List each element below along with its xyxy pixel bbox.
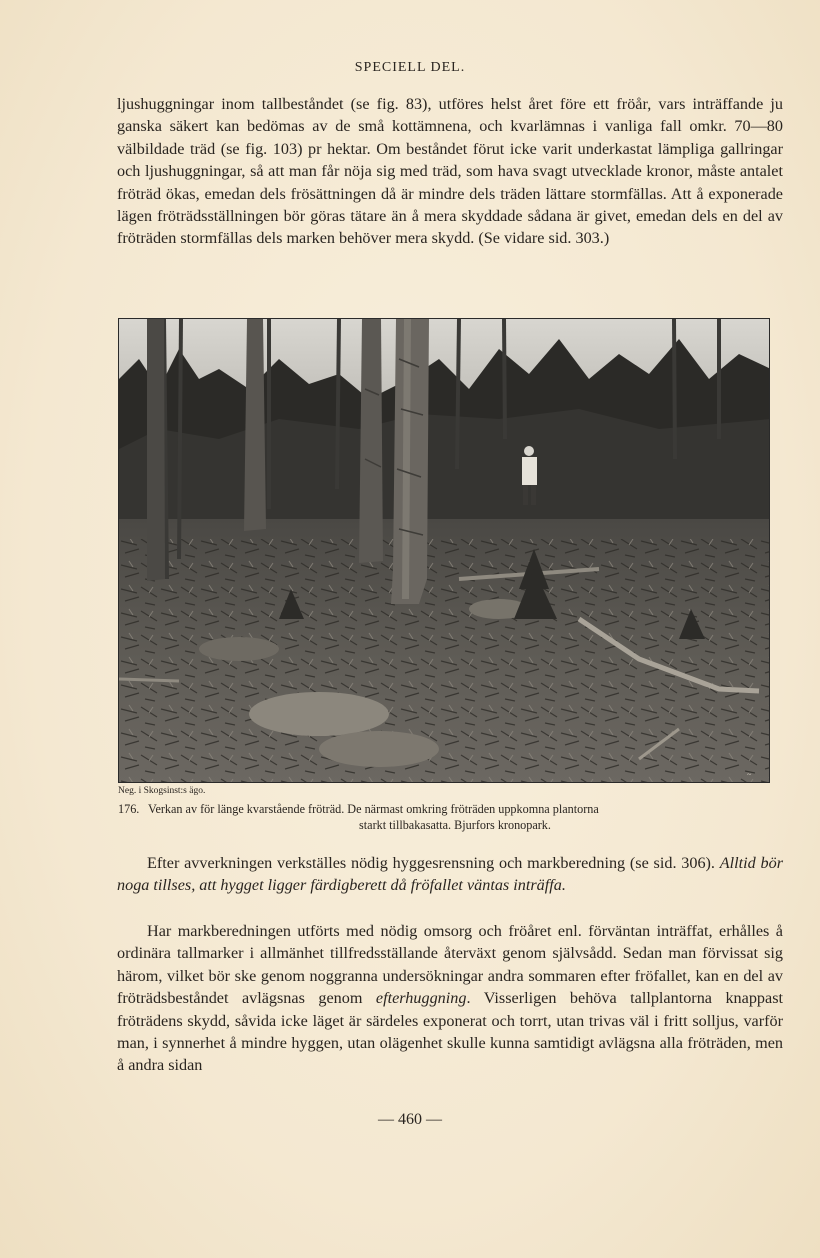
figure-caption: [118, 801, 782, 833]
figure-credit: Neg. i Skogsinst:s ägo.: [118, 786, 206, 796]
paragraph-middle-text: Efter avverkningen verkställes nödig hyggesrensning och markberedning (se sid. 306).: [147, 854, 720, 872]
paragraph-bottom: [117, 920, 783, 1077]
paragraph-bottom-text-2: . Visserligen behöva tallplantorna knappast fröträdens skydd, såvida icke läget är särdeles exponerat och torrt, utan trivas väl i fritt solljus, varför man, i synnerhet å mindre hyggen, utan olägenhet skulle kunna samtidigt avlägsna alla fröträden, men å andra sidan: [117, 989, 783, 1075]
paragraph-middle-emphasis: Alltid bör noga tillses, att hygget ligger färdigberett då fröfallet väntas inträffa.: [117, 854, 783, 895]
paragraph-bottom-emphasis: efterhuggning: [375, 989, 467, 1008]
forest-photo-illustration: [119, 319, 770, 783]
running-header: SPECIELL DEL.: [354, 60, 466, 75]
forest-photo: [118, 318, 770, 783]
svg-text:~: ~: [747, 770, 752, 779]
caption-line-1: Verkan av för länge kvarstående fröträd. De närmast omkring fröträden uppkomna plantorna: [148, 802, 599, 816]
paragraph-bottom-text-1: Har markberedningen utförts med nödig omsorg och fröåret enl. förväntan inträffat, erhålles å ordinära tallmarker i allmänhet tillfredsställande återväxt genom självsådd. Sedan man förvissat sig härom, vilket bör ske genom noggranna undersökningar andra sommaren efter fröfallet, kan en del av fröträdsbeståndet avlägsnas genom: [117, 922, 783, 1008]
caption-line-2: starkt tillbakasatta. Bjurfors kronopark.: [359, 818, 551, 832]
paragraph-top: ljushuggningar inom tallbeståndet (se fig. 83), utföres helst året före ett fröår, vars inträffande ju ganska säkert kan bedömas av de små kottämnena, och kvarlämnas i vanliga fall omkr. 70—80 välbildade träd (se fig. 103) pr hektar. Om beståndet förut icke varit underkastat lämpliga gallringar och ljushuggningar, så att man får nöja sig med träd, som hava svagt utvecklade kronor, måste antalet fröträd ökas, emedan dels frösättningen då är mindre dels träden lättare stormfällas. Att å exponerade lägen fröträdsställningen bör göras tätare än å mera skyddade sådana är givet, emedan dels en del av fröträden stormfällas dels marken behöver mera skydd. (Se vidare sid. 303.): [117, 95, 783, 248]
paragraph-middle: [117, 852, 783, 897]
page-number: — 460 —: [378, 1111, 442, 1128]
figure-number: 176.: [118, 802, 140, 816]
